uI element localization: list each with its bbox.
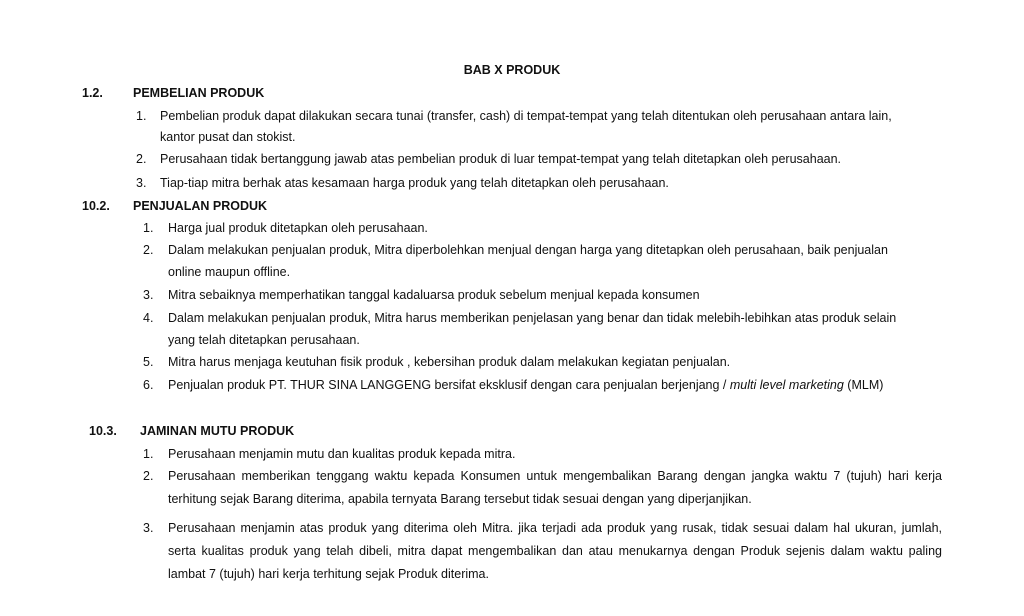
- list-item-text: Perusahaan menjamin atas produk yang diterima oleh Mitra. jika terjadi ada produk yang rusak, tidak sesuai dalam hal ukuran, jumlah,: [168, 521, 942, 535]
- list-item-text: Tiap-tiap mitra berhak atas kesamaan harga produk yang telah ditetapkan oleh perusahaan.: [160, 176, 669, 190]
- list-item-text: terhitung sejak Barang diterima, apabila ternyata Barang tersebut tidak sesuai dengan yang diperjanjikan.: [168, 492, 752, 506]
- list-item-text: Perusahaan menjamin mutu dan kualitas produk kepada mitra.: [168, 447, 516, 461]
- section-number: 10.3.: [89, 424, 117, 438]
- list-item-number: 6.: [143, 378, 154, 392]
- section-title: JAMINAN MUTU PRODUK: [140, 424, 295, 438]
- list-item-text: Perusahaan memberikan tenggang waktu kepada Konsumen untuk mengembalikan Barang dengan jangka waktu 7 (tujuh) hari kerja: [168, 469, 942, 483]
- section-title: PENJUALAN PRODUK: [133, 199, 268, 213]
- section-number: 10.2.: [82, 199, 110, 213]
- list-item-text: Mitra sebaiknya memperhatikan tanggal kadaluarsa produk sebelum menjual kepada konsumen: [168, 288, 700, 302]
- list-item-text: [168, 377, 883, 393]
- list-item-number: 2.: [136, 152, 147, 166]
- list-item-number: 1.: [143, 221, 154, 235]
- list-item-number: 5.: [143, 355, 154, 369]
- list-item-text-italic: multi level marketing: [729, 378, 844, 392]
- list-item-text-part: (MLM): [843, 378, 884, 392]
- list-item-text: Perusahaan tidak bertanggung jawab atas pembelian produk di luar tempat-tempat yang telah ditetapkan oleh perusahaan.: [160, 152, 842, 166]
- list-item-number: 2.: [143, 469, 154, 483]
- list-item-text: Dalam melakukan penjualan produk, Mitra diperbolehkan menjual dengan harga yang ditetapkan oleh perusahaan, baik penjualan: [168, 243, 888, 257]
- list-item-number: 3.: [136, 176, 147, 190]
- list-item-number: 3.: [143, 288, 154, 302]
- list-item-text: Dalam melakukan penjualan produk, Mitra harus memberikan penjelasan yang benar dan tidak melebih-lebihkan atas produk selain: [168, 311, 897, 325]
- list-item-text-part: Penjualan produk PT. THUR SINA LANGGENG bersifat eksklusif dengan cara penjualan berjenjang /: [168, 378, 730, 392]
- list-item-number: 1.: [143, 447, 154, 461]
- list-item-number: 1.: [136, 109, 147, 123]
- list-item-text: Pembelian produk dapat dilakukan secara tunai (transfer, cash) di tempat-tempat yang telah ditentukan oleh perusahaan antara lain,: [160, 109, 892, 123]
- list-item-number: 2.: [143, 243, 154, 257]
- list-item-text: yang telah ditetapkan perusahaan.: [168, 333, 360, 347]
- chapter-title: BAB X PRODUK: [463, 63, 561, 77]
- list-item-text: online maupun offline.: [168, 265, 291, 279]
- list-item-text: serta kualitas produk yang telah dibeli, mitra dapat mengembalikan dan atau menukarnya dengan Produk sejenis dalam waktu paling: [168, 544, 942, 558]
- list-item-text: Mitra harus menjaga keutuhan fisik produk , kebersihan produk dalam melakukan kegiatan penjualan.: [168, 355, 731, 369]
- list-item-number: 4.: [143, 311, 154, 325]
- list-item-text: kantor pusat dan stokist.: [160, 130, 296, 144]
- list-item-text: lambat 7 (tujuh) hari kerja terhitung sejak Produk diterima.: [168, 567, 489, 581]
- list-item-number: 3.: [143, 521, 154, 535]
- list-item-text: Harga jual produk ditetapkan oleh perusahaan.: [168, 221, 428, 235]
- section-number: 1.2.: [82, 86, 103, 100]
- section-title: PEMBELIAN PRODUK: [133, 86, 265, 100]
